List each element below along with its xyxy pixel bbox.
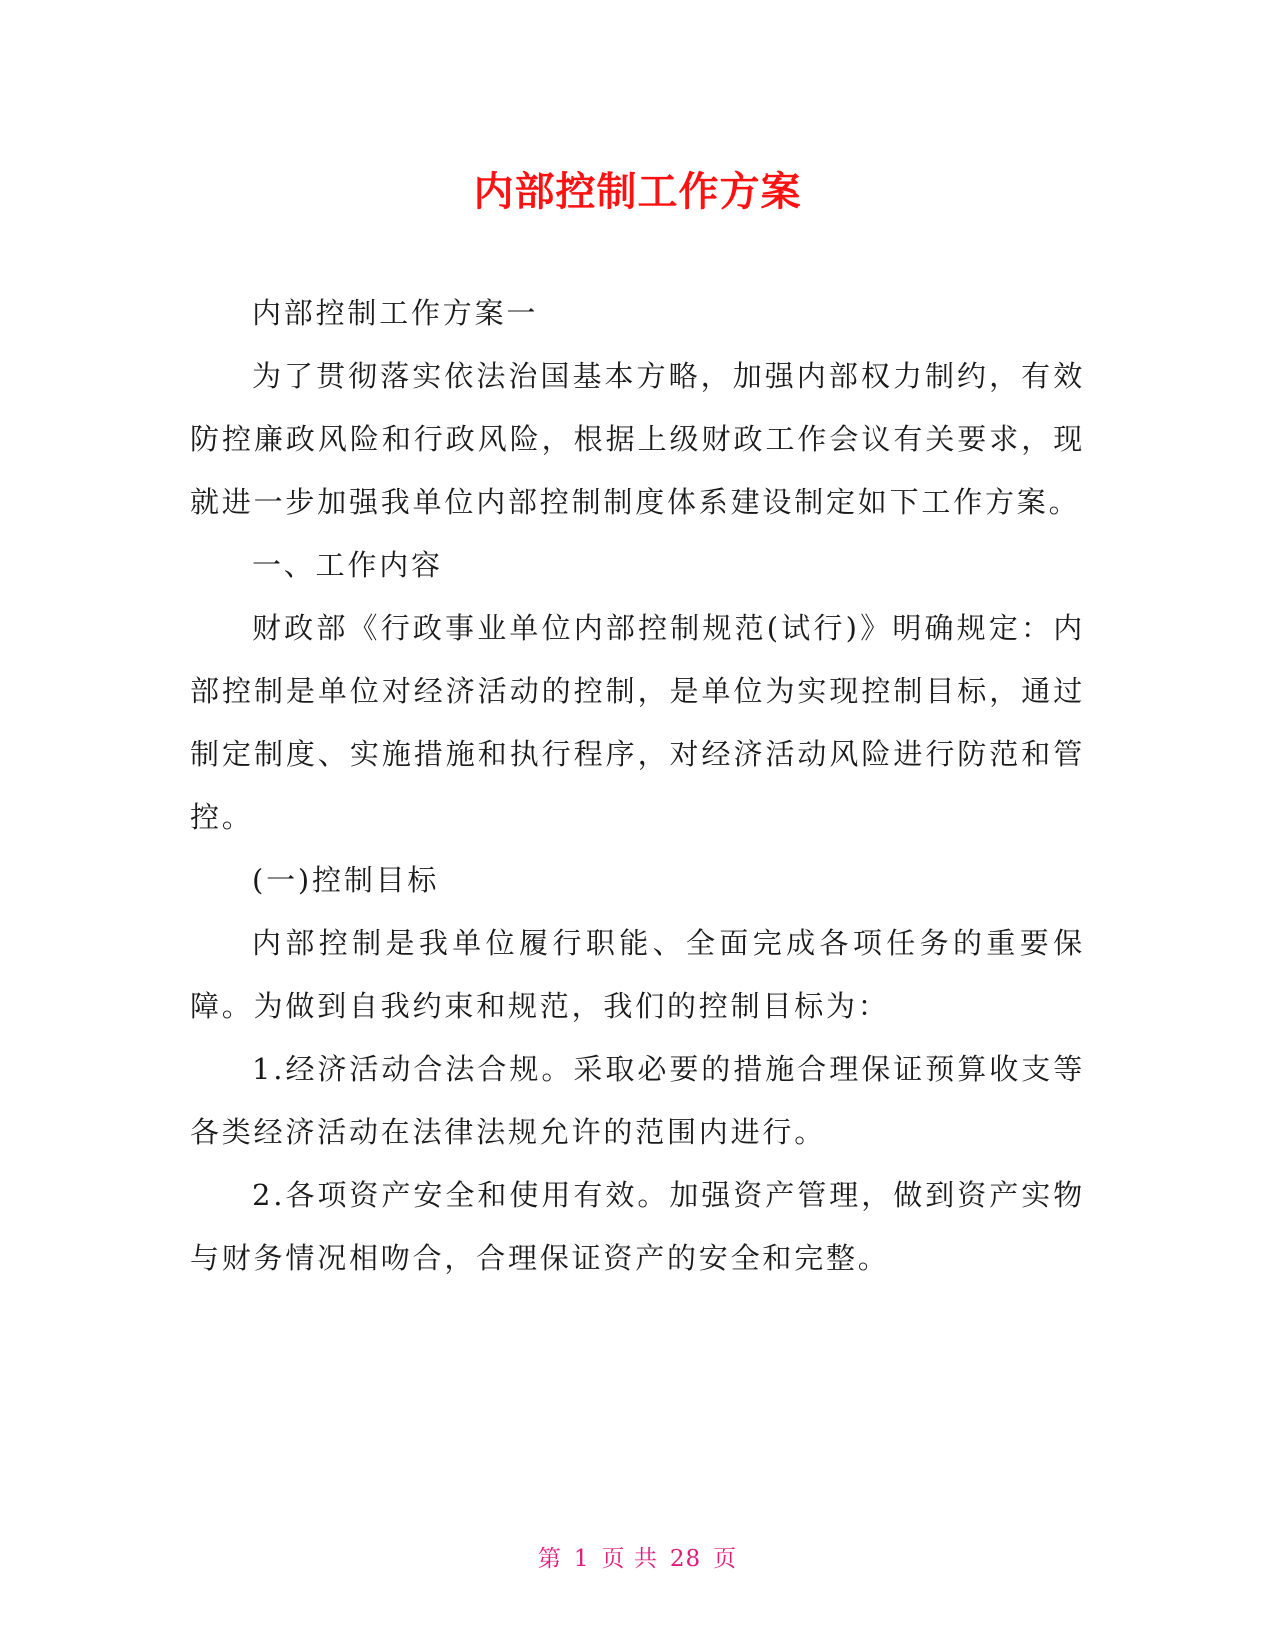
footer-prefix: 第	[537, 1546, 562, 1572]
regulation-paragraph: 财政部《行政事业单位内部控制规范(试行)》明确规定：内部控制是单位对经济活动的控制，是单位为实现控制目标，通过制定制度、实施措施和执行程序，对经济活动风险进行防范和管控。	[190, 611, 1085, 834]
document-body	[190, 282, 1085, 1290]
page-number-footer	[0, 1540, 1275, 1573]
footer-suffix: 页	[713, 1546, 738, 1572]
document-title: 内部控制工作方案	[473, 169, 802, 215]
subsection-heading: (一)控制目标	[252, 863, 440, 897]
section-heading: 内部控制工作方案一	[252, 296, 539, 330]
current-page-number: 1	[573, 1546, 590, 1572]
intro-paragraph: 为了贯彻落实依法治国基本方略，加强内部权力制约，有效防控廉政风险和行政风险，根据上级财政工作会议有关要求，现就进一步加强我单位内部控制制度体系建设制定如下工作方案。	[190, 359, 1085, 519]
section-heading: 一、工作内容	[252, 548, 443, 582]
total-page-count: 28	[669, 1546, 702, 1572]
footer-middle: 页 共	[601, 1546, 658, 1572]
goal-item: 2.各项资产安全和使用有效。加强资产管理，做到资产实物与财务情况相吻合，合理保证资产的安全和完整。	[190, 1178, 1085, 1275]
goal-item: 1.经济活动合法合规。采取必要的措施合理保证预算收支等各类经济活动在法律法规允许的范围内进行。	[190, 1052, 1085, 1149]
goals-paragraph: 内部控制是我单位履行职能、全面完成各项任务的重要保障。为做到自我约束和规范，我们的控制目标为：	[190, 926, 1085, 1023]
